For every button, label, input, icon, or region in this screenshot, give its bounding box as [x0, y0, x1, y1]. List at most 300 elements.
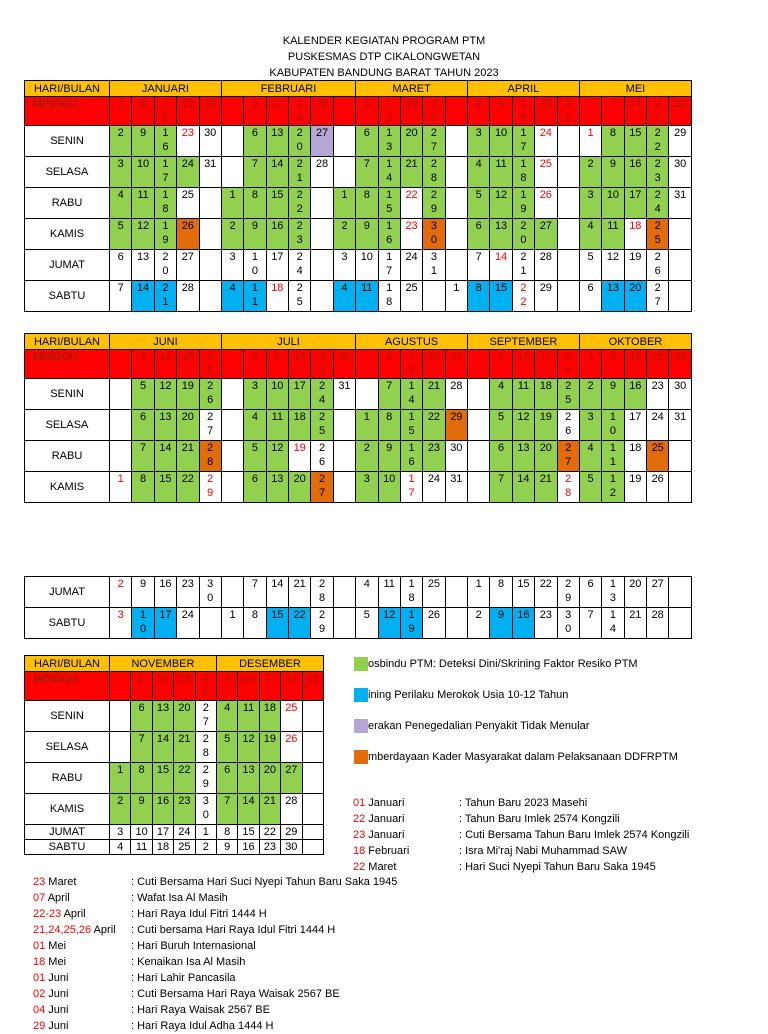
day-cell: 19 [177, 379, 199, 410]
day-cell [221, 157, 243, 188]
day-cell: 27 [445, 350, 467, 379]
day-cell: 1 0 [602, 410, 624, 441]
day-cell: 1 [356, 410, 378, 441]
day-cell: 18 [177, 350, 199, 379]
day-cell: 13 [490, 219, 512, 250]
holiday-day-number: 18 [353, 845, 366, 857]
day-cell: 2 [195, 840, 216, 855]
day-cell: 16 [289, 350, 311, 379]
day-cell [468, 472, 490, 503]
day-cell: 14 [266, 577, 288, 608]
day-cell: 26 [281, 732, 302, 763]
day-cell: 18 [266, 281, 288, 312]
day-cell: 7 [244, 577, 266, 608]
day-cell: 6 [490, 441, 512, 472]
day-cell: 15 [152, 763, 173, 794]
day-cell: 11 [602, 219, 624, 250]
holiday-month: Mei [45, 956, 67, 968]
day-cell: 16 [624, 379, 646, 410]
day-cell: 5 [490, 410, 512, 441]
holiday-date [33, 1002, 69, 1018]
day-cell: 6 [579, 281, 601, 312]
day-cell: 4 [333, 281, 355, 312]
holiday-description: : Cuti Bersama Tahun Baru Imlek 2574 Kongzili [459, 829, 690, 841]
day-cell: 15 [266, 608, 288, 639]
holiday-description: : Hari Suci Nyepi Tahun Baru Saka 1945 [459, 861, 656, 873]
day-cell [302, 732, 323, 763]
row-label-senin: SENIN [25, 379, 110, 410]
row-label-kamis: KAMIS [25, 794, 110, 825]
day-cell: 1 [195, 825, 216, 840]
day-cell [221, 472, 243, 503]
day-cell: 10 [490, 126, 512, 157]
day-cell: 1 3 [602, 577, 624, 608]
day-cell [302, 840, 323, 855]
day-cell: 4 [221, 281, 243, 312]
holiday-date [33, 874, 76, 890]
day-cell: 18 [624, 441, 646, 472]
day-cell: 12 [378, 608, 400, 639]
day-cell: 16 [152, 794, 173, 825]
day-cell: 1 8 [154, 188, 176, 219]
day-cell: 15 [266, 188, 288, 219]
day-cell [302, 763, 323, 794]
day-cell: 3 [221, 250, 243, 281]
day-cell: 1 1 [602, 441, 624, 472]
holiday-month: Januari [365, 797, 405, 809]
day-cell: 29 [669, 126, 692, 157]
day-cell: 1 6 [378, 219, 400, 250]
day-cell: 13 [152, 701, 173, 732]
holiday-description: : Hari Raya Idul Adha 1444 H [131, 1020, 274, 1032]
day-cell: 14 [266, 157, 288, 188]
month-header-mei: MEI [579, 81, 691, 97]
holiday-description: : Hari Raya Waisak 2567 BE [131, 1004, 270, 1016]
day-cell: 23 [535, 97, 557, 126]
day-cell: 12 [152, 672, 173, 701]
day-cell: 11 [131, 840, 152, 855]
row-label-rabu: RABU [25, 188, 110, 219]
day-cell: 9 [602, 157, 624, 188]
day-cell: 19 [259, 732, 280, 763]
day-cell: 16 [624, 157, 646, 188]
day-cell: 6 [216, 763, 237, 794]
day-cell: 10 [602, 188, 624, 219]
day-cell: 4 [468, 157, 490, 188]
holiday-day-number: 18 [33, 956, 46, 968]
day-cell: 4 [356, 577, 378, 608]
holiday-description: : Isra Mi'raj Nabi Muhammad SAW [459, 845, 627, 857]
day-cell: 31 [302, 672, 323, 701]
day-cell: 25 [281, 701, 302, 732]
holiday-day-number: 22-23 [33, 908, 62, 920]
day-cell: 22 [259, 825, 280, 840]
holiday-month: Juni [45, 1020, 69, 1032]
day-cell: 11 [132, 188, 154, 219]
day-cell: 5 [356, 608, 378, 639]
calendar-nov-dec [24, 655, 324, 855]
day-cell [110, 441, 132, 472]
day-cell: 1 [579, 126, 601, 157]
day-cell: 8 [378, 410, 400, 441]
day-cell: 2 6 [311, 441, 333, 472]
day-cell: 1 [221, 188, 243, 219]
header-hari-bulan: HARI/BULAN [25, 81, 110, 97]
day-cell: 1 8 [400, 577, 422, 608]
day-cell: 17 [154, 608, 176, 639]
day-cell [445, 97, 467, 126]
day-cell: 4 [490, 379, 512, 410]
day-cell [333, 97, 355, 126]
day-cell: 2 5 [557, 379, 579, 410]
day-cell: 2 7 [199, 410, 221, 441]
legend-swatch-merokok [354, 688, 368, 702]
day-cell: 2 8 [195, 732, 216, 763]
day-cell: 20 [400, 126, 422, 157]
day-cell [110, 350, 132, 379]
day-cell: 19 [535, 410, 557, 441]
day-cell: 24 [177, 608, 199, 639]
day-cell: 29 [281, 825, 302, 840]
holiday-description: : Tahun Baru Imlek 2574 Kongzili [459, 813, 620, 825]
day-cell [199, 219, 221, 250]
day-cell: 2 1 [289, 157, 311, 188]
month-header-juni: JUNI [110, 334, 222, 350]
day-cell [669, 281, 692, 312]
day-cell: 3 [579, 410, 601, 441]
day-cell: 12 [266, 97, 288, 126]
day-cell: 10 [266, 379, 288, 410]
day-cell: 6 [468, 219, 490, 250]
day-cell: 20 [259, 763, 280, 794]
day-cell: 2 [221, 219, 243, 250]
day-cell [445, 577, 467, 608]
holiday-date [33, 1018, 69, 1034]
day-cell [199, 250, 221, 281]
header-hari-bulan: HARI/BULAN [25, 334, 110, 350]
day-cell: 2 4 [289, 250, 311, 281]
day-cell: 3 [110, 825, 131, 840]
holiday-month: Maret [365, 861, 397, 873]
holiday-date [33, 986, 69, 1002]
day-cell: 7 [216, 794, 237, 825]
day-cell [221, 126, 243, 157]
day-cell: 23 [177, 577, 199, 608]
day-cell: 2 7 [557, 441, 579, 472]
holiday-date [33, 890, 70, 906]
header-hari-bulan: HARI/BULAN [25, 656, 110, 672]
holiday-month: Mei [45, 940, 67, 952]
row-label-sabtu: SABTU [25, 281, 110, 312]
day-cell: 2 5 [647, 219, 669, 250]
day-cell: 11 [512, 379, 534, 410]
day-cell: 24 [177, 157, 199, 188]
day-cell: 2 [468, 97, 490, 126]
holiday-day-number: 01 [33, 972, 46, 984]
day-cell: 6 [378, 350, 400, 379]
day-cell [311, 188, 333, 219]
day-cell: 1 6 [400, 441, 422, 472]
day-cell: 26 [177, 219, 199, 250]
row-label-sabtu: SABTU [25, 608, 110, 639]
day-cell [557, 281, 579, 312]
legend-swatch-kader [354, 750, 368, 764]
day-cell: 4 [579, 219, 601, 250]
day-cell [199, 188, 221, 219]
holiday-date [33, 970, 69, 986]
day-cell: 30 [669, 379, 692, 410]
holiday-date [33, 906, 86, 922]
title-line-3: KABUPATEN BANDUNG BARAT TAHUN 2023 [269, 67, 499, 79]
month-header-november: NOVEMBER [110, 656, 217, 672]
day-cell: 2 4 [557, 350, 579, 379]
legend-swatch-gerakan [354, 719, 368, 733]
title-line-1: KALENDER KEGIATAN PROGRAM PTM [282, 35, 486, 47]
day-cell: 7 [132, 441, 154, 472]
day-cell: 3 0 [195, 794, 216, 825]
holiday-description: : Cuti Bersama Hari Suci Nyepi Tahun Baru Saka 1945 [131, 876, 398, 888]
holiday-month: Januari [365, 829, 405, 841]
day-cell: 26 [311, 97, 333, 126]
day-cell: 8 [131, 763, 152, 794]
day-cell: 28 [177, 281, 199, 312]
day-cell: 2 8 [423, 157, 445, 188]
day-cell [221, 350, 243, 379]
day-cell: 7 [468, 250, 490, 281]
day-cell: 3 [468, 126, 490, 157]
day-cell: 4 [244, 410, 266, 441]
day-cell: 9 [378, 441, 400, 472]
day-cell: 11 [378, 577, 400, 608]
day-cell: 7 [378, 379, 400, 410]
legend-gerakan: erakan Penegedalian Penyakit Tidak Menular [368, 720, 590, 732]
day-cell [445, 157, 467, 188]
day-cell: 14 [152, 732, 173, 763]
day-cell: 6 [244, 472, 266, 503]
day-cell: 20 [289, 472, 311, 503]
day-cell: 22 [423, 410, 445, 441]
day-cell [557, 126, 579, 157]
month-header-maret: MARET [356, 81, 468, 97]
day-cell: 28 [445, 379, 467, 410]
day-cell [356, 379, 378, 410]
day-cell: 15 [624, 126, 646, 157]
holiday-month: Juni [45, 1004, 69, 1016]
day-cell: 2 9 [195, 763, 216, 794]
day-cell: 28 [669, 97, 692, 126]
day-cell: 2 7 [195, 701, 216, 732]
day-cell: 12 [132, 219, 154, 250]
day-cell: 2 7 [311, 472, 333, 503]
day-cell: 20 [177, 410, 199, 441]
day-cell: 16 [512, 608, 534, 639]
day-cell: 24 [400, 250, 422, 281]
day-cell: 1 5 [400, 410, 422, 441]
holiday-month: April [61, 908, 86, 920]
day-cell: 1 7 [378, 250, 400, 281]
day-cell: 9 [356, 219, 378, 250]
day-cell: 2 [468, 608, 490, 639]
holiday-day-number: 29 [33, 1020, 46, 1032]
day-cell [333, 441, 355, 472]
day-cell: 22 [174, 763, 195, 794]
day-cell: 2 8 [311, 577, 333, 608]
row-label-selasa: SELASA [25, 732, 110, 763]
day-cell: 30 [199, 126, 221, 157]
day-cell: 2 2 [512, 281, 534, 312]
day-cell: 10 [131, 825, 152, 840]
day-cell: 17 [259, 672, 280, 701]
day-cell [423, 281, 445, 312]
day-cell: 29 [199, 97, 221, 126]
day-cell: 5 [110, 219, 132, 250]
holiday-day-number: 01 [33, 940, 46, 952]
day-cell: 2 2 [647, 126, 669, 157]
day-cell: 10 [132, 157, 154, 188]
day-cell: 11 [238, 701, 259, 732]
day-cell: 8 [132, 472, 154, 503]
day-cell: 14 [512, 472, 534, 503]
day-cell [311, 219, 333, 250]
day-cell: 31 [199, 157, 221, 188]
day-cell: 1 7 [512, 126, 534, 157]
day-cell: 10 [356, 250, 378, 281]
holiday-description: : Cuti Bersama Hari Raya Waisak 2567 BE [131, 988, 340, 1000]
day-cell [557, 219, 579, 250]
day-cell [199, 281, 221, 312]
day-cell: 2 9 [423, 188, 445, 219]
day-cell: 2 6 [199, 379, 221, 410]
day-cell: 8 [490, 577, 512, 608]
month-header-juli: JULI [221, 334, 355, 350]
day-cell: 8 [244, 608, 266, 639]
day-cell: 1 8 [512, 157, 534, 188]
day-cell: 12 [512, 410, 534, 441]
day-cell: 11 [356, 281, 378, 312]
day-cell: 2 3 [289, 219, 311, 250]
day-cell: 2 [579, 379, 601, 410]
row-label-minggu: MINGGU [25, 97, 110, 126]
day-cell [557, 250, 579, 281]
day-cell: 7 [356, 157, 378, 188]
day-cell: 2 0 [289, 126, 311, 157]
day-cell: 11 [154, 350, 176, 379]
day-cell: 21 [289, 577, 311, 608]
day-cell: 13 [512, 441, 534, 472]
day-cell [311, 250, 333, 281]
month-header-januari: JANUARI [110, 81, 222, 97]
day-cell: 3 [333, 250, 355, 281]
day-cell: 1 9 [154, 219, 176, 250]
day-cell: 18 [624, 219, 646, 250]
day-cell: 13 [132, 250, 154, 281]
day-cell: 21 [174, 732, 195, 763]
month-header-oktober: OKTOBER [579, 334, 691, 350]
day-cell: 2 6 [557, 410, 579, 441]
day-cell: 17 [624, 188, 646, 219]
day-cell [333, 608, 355, 639]
day-cell: 28 [535, 250, 557, 281]
holiday-month: Februari [365, 845, 410, 857]
day-cell: 14 [624, 97, 646, 126]
day-cell: 21 [177, 441, 199, 472]
day-cell: 7 [490, 472, 512, 503]
day-cell: 1 5 [154, 97, 176, 126]
day-cell: 2 9 [311, 608, 333, 639]
day-cell: 4 [579, 441, 601, 472]
day-cell [333, 126, 355, 157]
day-cell: 23 [174, 794, 195, 825]
day-cell: 2 1 [512, 250, 534, 281]
day-cell: 7 [579, 608, 601, 639]
holiday-day-number: 22 [353, 861, 366, 873]
calendar-jun-oct-bottom [24, 576, 692, 639]
day-cell: 2 6 [423, 97, 445, 126]
day-cell: 3 [110, 608, 132, 639]
day-cell: 9 [216, 840, 237, 855]
day-cell: 1 0 [132, 608, 154, 639]
day-cell: 29 [669, 350, 692, 379]
day-cell: 20 [174, 701, 195, 732]
day-cell: 21 [624, 608, 646, 639]
day-cell [557, 188, 579, 219]
day-cell: 19 [289, 441, 311, 472]
day-cell: 11 [490, 157, 512, 188]
day-cell: 1 [579, 350, 601, 379]
day-cell: 2 4 [647, 188, 669, 219]
holiday-date [353, 795, 404, 811]
row-label-rabu: RABU [25, 441, 110, 472]
day-cell [445, 608, 467, 639]
day-cell: 13 [602, 281, 624, 312]
day-cell: 22 [177, 97, 199, 126]
day-cell: 1 9 [289, 97, 311, 126]
day-cell: 8 [132, 97, 154, 126]
day-cell: 17 [152, 825, 173, 840]
day-cell: 6 [356, 126, 378, 157]
day-cell [445, 188, 467, 219]
day-cell: 2 8 [199, 441, 221, 472]
day-cell: 2 9 [557, 577, 579, 608]
day-cell [110, 410, 132, 441]
day-cell: 21 [400, 157, 422, 188]
day-cell: 2 6 [647, 250, 669, 281]
holiday-description: : Hari Lahir Pancasila [131, 972, 236, 984]
day-cell: 10 [378, 472, 400, 503]
day-cell [333, 577, 355, 608]
day-cell: 1 2 [602, 472, 624, 503]
day-cell: 16 [266, 219, 288, 250]
day-cell [445, 219, 467, 250]
day-cell: 31 [445, 472, 467, 503]
day-cell: 28 [311, 157, 333, 188]
day-cell: 19 [400, 97, 422, 126]
legend-kader: mberdayaan Kader Masyarakat dalam Pelaksanaan DDFRPTM [368, 751, 678, 763]
holiday-description: : Wafat Isa Al Masih [131, 892, 228, 904]
legend-merokok: ining Perilaku Merokok Usia 10-12 Tahun [368, 689, 569, 701]
day-cell: 27 [177, 250, 199, 281]
day-cell: 23 [400, 219, 422, 250]
day-cell: 1 [110, 472, 132, 503]
day-cell: 22 [289, 608, 311, 639]
day-cell [669, 608, 692, 639]
day-cell: 5 [244, 97, 266, 126]
day-cell [356, 350, 378, 379]
day-cell: 1 [468, 577, 490, 608]
day-cell: 2 5 [199, 350, 221, 379]
day-cell: 20 [624, 281, 646, 312]
month-header-desember: DESEMBER [216, 656, 323, 672]
